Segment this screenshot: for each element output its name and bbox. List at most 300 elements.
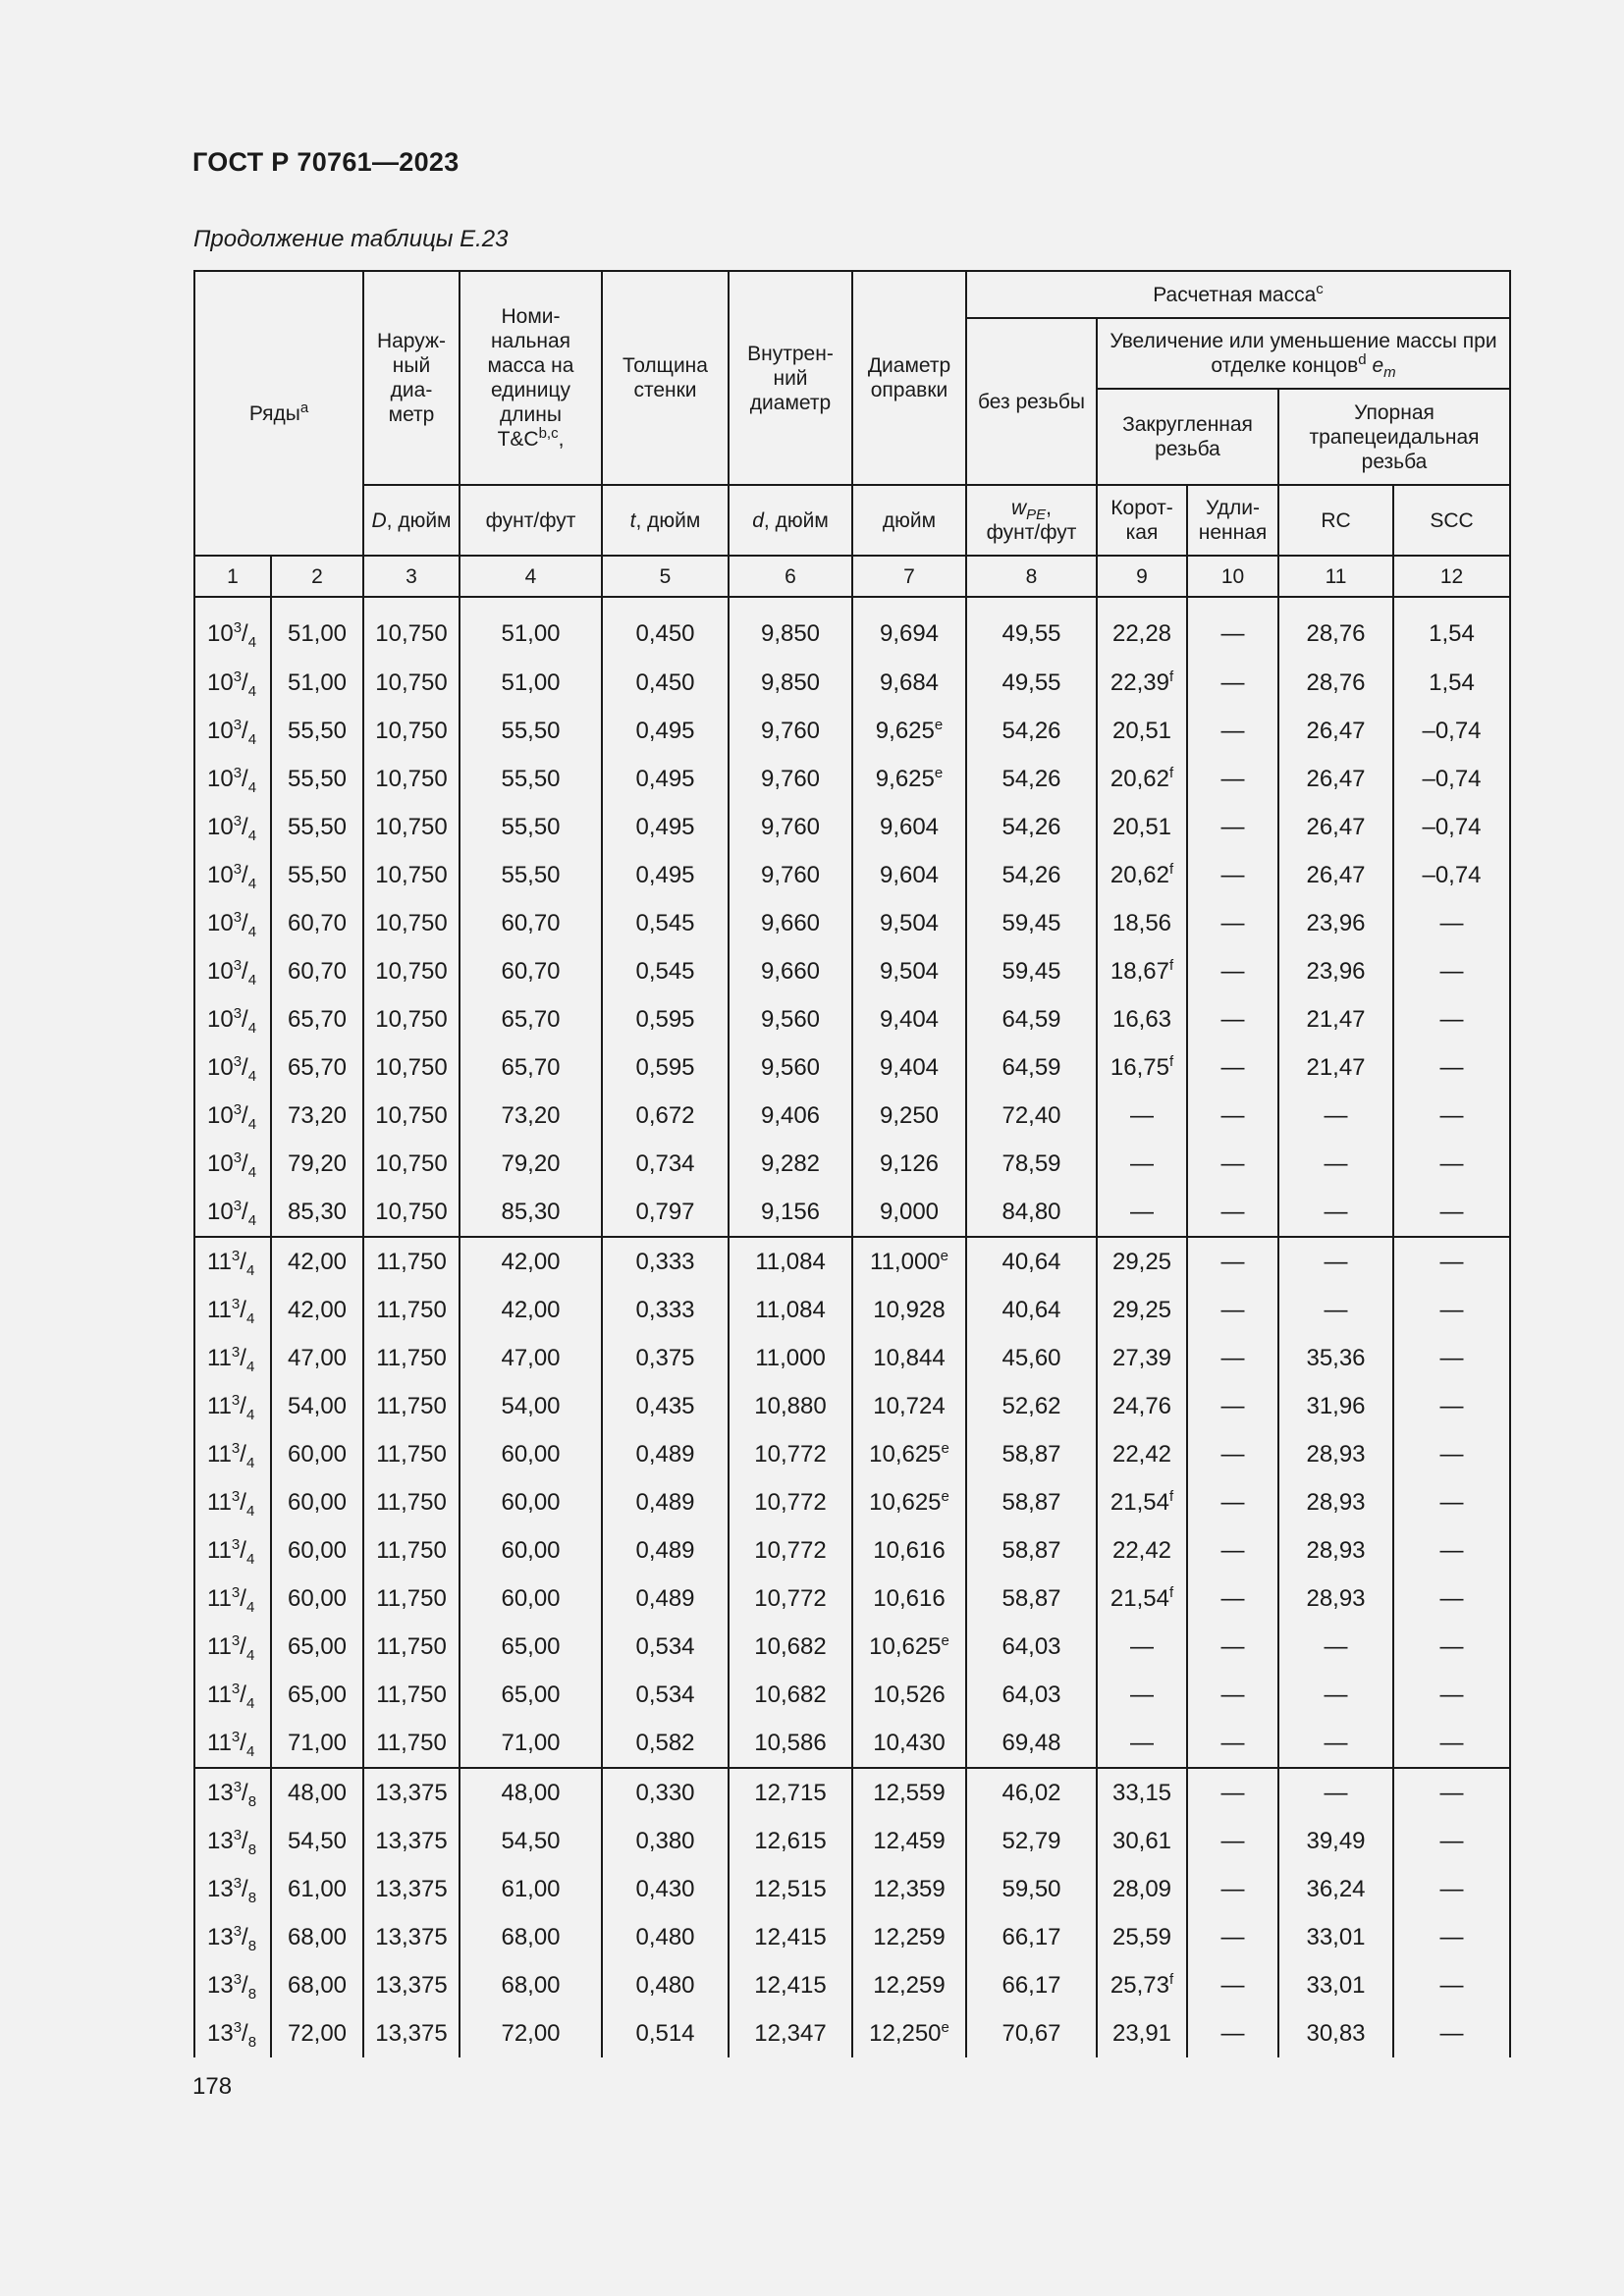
cell-col-10: — [1187,1478,1278,1526]
cell-col-7: 9,625e [852,755,966,803]
cell-col-11: 28,76 [1278,659,1393,707]
cell-col-8: 54,26 [966,803,1097,851]
table-row [194,1865,1510,1913]
cell-col-7: 10,616 [852,1526,966,1575]
cell-col-7: 12,250e [852,2009,966,2057]
unit-scc: SCC [1393,485,1510,556]
cell-col-11: 30,83 [1278,2009,1393,2057]
cell-col-10: — [1187,1913,1278,1961]
cell-col-2: 79,20 [271,1140,363,1188]
cell-col-4: 61,00 [460,1865,602,1913]
cell-col-3: 10,750 [363,947,460,995]
cell-col-8: 59,50 [966,1865,1097,1913]
row-series: $10^3/_4$ [194,947,271,995]
cell-col-7: 9,504 [852,947,966,995]
cell-col-2: 48,00 [271,1768,363,1817]
cell-col-3: 13,375 [363,1817,460,1865]
cell-col-6: 12,515 [729,1865,852,1913]
cell-col-12: — [1393,1575,1510,1623]
footnote-mark: f [1168,764,1174,781]
row-series: $10^3/_4$ [194,1140,271,1188]
cell-col-4: 71,00 [460,1719,602,1768]
cell-col-10: — [1187,1430,1278,1478]
cell-col-6: 12,615 [729,1817,852,1865]
cell-col-7: 9,684 [852,659,966,707]
row-series: $10^3/_4$ [194,899,271,947]
cell-col-3: 10,750 [363,803,460,851]
cell-col-6: 9,760 [729,707,852,755]
cell-col-7: 10,625e [852,1430,966,1478]
cell-col-3: 11,750 [363,1719,460,1768]
cell-col-11: 33,01 [1278,1961,1393,2009]
cell-col-4: 65,00 [460,1623,602,1671]
cell-col-3: 10,750 [363,707,460,755]
cell-col-12: — [1393,1719,1510,1768]
cell-col-5: 0,534 [602,1671,729,1719]
cell-col-5: 0,489 [602,1478,729,1526]
cell-col-6: 10,772 [729,1575,852,1623]
pipe-mass-table [193,270,1511,2057]
cell-col-12: — [1393,995,1510,1043]
row-series: $13^3/_8$ [194,2009,271,2057]
cell-col-3: 10,750 [363,995,460,1043]
cell-col-5: 0,495 [602,755,729,803]
cell-col-2: 65,00 [271,1671,363,1719]
cell-col-10: — [1187,1237,1278,1286]
cell-col-9: 16,63 [1097,995,1187,1043]
cell-col-12: — [1393,1526,1510,1575]
cell-col-10: — [1187,1286,1278,1334]
cell-col-4: 85,30 [460,1188,602,1237]
row-series: $10^3/_4$ [194,597,271,659]
table-row [194,1140,1510,1188]
cell-col-9: — [1097,1188,1187,1237]
cell-col-5: 0,450 [602,659,729,707]
header-nominal-mass: Номи-нальная масса на единицу длины $T\&C^{b,c}$, [460,271,602,485]
cell-col-11: — [1278,1671,1393,1719]
cell-col-9: — [1097,1140,1187,1188]
cell-col-8: 64,03 [966,1623,1097,1671]
cell-col-2: 55,50 [271,803,363,851]
cell-col-11: 28,76 [1278,597,1393,659]
cell-col-12: — [1393,947,1510,995]
row-series: $11^3/_4$ [194,1382,271,1430]
row-series: $10^3/_4$ [194,1188,271,1237]
cell-col-10: — [1187,1188,1278,1237]
cell-col-6: 10,682 [729,1623,852,1671]
cell-col-9: 30,61 [1097,1817,1187,1865]
cell-col-9: 20,51 [1097,803,1187,851]
cell-col-9: 22,42 [1097,1526,1187,1575]
cell-col-2: 42,00 [271,1286,363,1334]
cell-col-11: 21,47 [1278,995,1393,1043]
cell-col-10: — [1187,1865,1278,1913]
cell-col-8: 45,60 [966,1334,1097,1382]
cell-col-8: 64,59 [966,1043,1097,1092]
cell-col-9: 33,15 [1097,1768,1187,1817]
cell-col-12: –0,74 [1393,851,1510,899]
table-row [194,707,1510,755]
cell-col-2: 72,00 [271,2009,363,2057]
cell-col-6: 12,347 [729,2009,852,2057]
row-series: $11^3/_4$ [194,1526,271,1575]
cell-col-8: 49,55 [966,597,1097,659]
row-series: $13^3/_8$ [194,1817,271,1865]
cell-col-3: 10,750 [363,1092,460,1140]
cell-col-7: 9,625e [852,707,966,755]
cell-col-11: 39,49 [1278,1817,1393,1865]
footnote-mark: e [934,764,944,781]
cell-col-9: 20,51 [1097,707,1187,755]
cell-col-4: 42,00 [460,1286,602,1334]
cell-col-12: — [1393,1768,1510,1817]
cell-col-3: 11,750 [363,1623,460,1671]
cell-col-5: 0,734 [602,1140,729,1188]
cell-col-6: 9,660 [729,899,852,947]
cell-col-5: 0,375 [602,1334,729,1382]
table-caption: Продолжение таблицы Е.23 [193,226,509,252]
cell-col-9: 21,54$^f$ [1097,1575,1187,1623]
cell-col-5: 0,450 [602,597,729,659]
row-series: $11^3/_4$ [194,1334,271,1382]
header-drift-diameter: Диаметр оправки [852,271,966,485]
cell-col-3: 11,750 [363,1334,460,1382]
cell-col-11: 33,01 [1278,1913,1393,1961]
row-series: $13^3/_8$ [194,1961,271,2009]
cell-col-9: — [1097,1719,1187,1768]
cell-col-12: — [1393,1961,1510,2009]
cell-col-7: 10,616 [852,1575,966,1623]
column-number: 2 [271,556,363,597]
cell-col-4: 54,50 [460,1817,602,1865]
row-series: $10^3/_4$ [194,803,271,851]
cell-col-4: 60,70 [460,947,602,995]
cell-col-10: — [1187,1817,1278,1865]
cell-col-5: 0,595 [602,1043,729,1092]
header-calculated-mass: Расчетная масса$^c$ [966,271,1510,318]
cell-col-4: 73,20 [460,1092,602,1140]
cell-col-6: 12,415 [729,1961,852,2009]
column-number: 6 [729,556,852,597]
cell-col-7: 12,559 [852,1768,966,1817]
cell-col-9: — [1097,1671,1187,1719]
cell-col-12: –0,74 [1393,803,1510,851]
cell-col-7: 9,126 [852,1140,966,1188]
cell-col-11: 23,96 [1278,947,1393,995]
cell-col-7: 9,604 [852,803,966,851]
cell-col-8: 70,67 [966,2009,1097,2057]
cell-col-4: 60,00 [460,1430,602,1478]
cell-col-5: 0,582 [602,1719,729,1768]
cell-col-2: 71,00 [271,1719,363,1768]
cell-col-8: 59,45 [966,899,1097,947]
cell-col-10: — [1187,1719,1278,1768]
footnote-mark: f [1168,667,1174,685]
table-row [194,1671,1510,1719]
cell-col-11: — [1278,1188,1393,1237]
column-number: 9 [1097,556,1187,597]
cell-col-2: 55,50 [271,707,363,755]
cell-col-2: 60,00 [271,1430,363,1478]
column-number: 7 [852,556,966,597]
cell-col-7: 10,844 [852,1334,966,1382]
cell-col-9: 25,59 [1097,1913,1187,1961]
row-series: $10^3/_4$ [194,851,271,899]
header-wall-thickness: Толщина стенки [602,271,729,485]
table-row [194,1575,1510,1623]
cell-col-8: 72,40 [966,1092,1097,1140]
cell-col-7: 10,625e [852,1623,966,1671]
row-series: $11^3/_4$ [194,1430,271,1478]
table-row [194,1286,1510,1334]
header-end-finish-mass-gain: Увеличение или уменьшение массы при отделке концов$^d$ $e_m$ [1097,318,1510,389]
cell-col-6: 10,772 [729,1430,852,1478]
unit-w-pe: $w_{PE}$, фунт/фут [966,485,1097,556]
table-row [194,851,1510,899]
cell-col-12: — [1393,1478,1510,1526]
cell-col-5: 0,495 [602,707,729,755]
header-ryady: Ряды$^a$ [194,271,363,556]
cell-col-10: — [1187,659,1278,707]
cell-col-2: 60,00 [271,1478,363,1526]
cell-col-9: 21,54$^f$ [1097,1478,1187,1526]
cell-col-5: 0,545 [602,899,729,947]
cell-col-11: 31,96 [1278,1382,1393,1430]
cell-col-12: — [1393,2009,1510,2057]
cell-col-7: 10,625e [852,1478,966,1526]
cell-col-5: 0,430 [602,1865,729,1913]
cell-col-9: 29,25 [1097,1237,1187,1286]
cell-col-8: 52,62 [966,1382,1097,1430]
footnote-mark: e [941,2018,949,2036]
cell-col-3: 13,375 [363,2009,460,2057]
footnote-mark: f [1168,860,1174,878]
unit-d: d, дюйм [729,485,852,556]
cell-col-9: 18,67$^f$ [1097,947,1187,995]
row-series: $10^3/_4$ [194,1092,271,1140]
table-row [194,1961,1510,2009]
cell-col-5: 0,480 [602,1913,729,1961]
unit-inch: дюйм [852,485,966,556]
cell-col-11: — [1278,1237,1393,1286]
row-series: $10^3/_4$ [194,755,271,803]
table-row [194,1430,1510,1478]
table-row [194,1768,1510,1817]
cell-col-9: 20,62$^f$ [1097,851,1187,899]
column-number: 3 [363,556,460,597]
cell-col-10: — [1187,899,1278,947]
cell-col-3: 11,750 [363,1286,460,1334]
cell-col-8: 49,55 [966,659,1097,707]
cell-col-6: 9,760 [729,755,852,803]
row-series: $11^3/_4$ [194,1719,271,1768]
cell-col-5: 0,333 [602,1237,729,1286]
cell-col-12: — [1393,1140,1510,1188]
cell-col-4: 51,00 [460,597,602,659]
row-series: $10^3/_4$ [194,995,271,1043]
cell-col-7: 12,259 [852,1913,966,1961]
cell-col-8: 78,59 [966,1140,1097,1188]
footnote-mark: f [1168,1970,1174,1988]
cell-col-4: 65,70 [460,995,602,1043]
table-row [194,1188,1510,1237]
cell-col-7: 12,459 [852,1817,966,1865]
cell-col-10: — [1187,1043,1278,1092]
row-series: $10^3/_4$ [194,707,271,755]
cell-col-7: 10,724 [852,1382,966,1430]
cell-col-2: 60,70 [271,899,363,947]
cell-col-5: 0,333 [602,1286,729,1334]
cell-col-12: — [1393,1382,1510,1430]
cell-col-11: 23,96 [1278,899,1393,947]
cell-col-10: — [1187,1092,1278,1140]
cell-col-2: 60,00 [271,1575,363,1623]
cell-col-7: 9,504 [852,899,966,947]
column-number: 12 [1393,556,1510,597]
cell-col-11: 26,47 [1278,707,1393,755]
cell-col-11: 28,93 [1278,1526,1393,1575]
cell-col-9: 29,25 [1097,1286,1187,1334]
cell-col-11: — [1278,1623,1393,1671]
cell-col-5: 0,480 [602,1961,729,2009]
cell-col-10: — [1187,1334,1278,1382]
cell-col-8: 66,17 [966,1913,1097,1961]
unit-short: Корот-кая [1097,485,1187,556]
cell-col-9: 25,73$^f$ [1097,1961,1187,2009]
cell-col-10: — [1187,597,1278,659]
cell-col-6: 10,772 [729,1478,852,1526]
cell-col-5: 0,514 [602,2009,729,2057]
cell-col-10: — [1187,1671,1278,1719]
column-number: 8 [966,556,1097,597]
row-series: $13^3/_8$ [194,1768,271,1817]
row-series: $13^3/_8$ [194,1865,271,1913]
cell-col-2: 65,00 [271,1623,363,1671]
cell-col-6: 9,760 [729,803,852,851]
cell-col-8: 69,48 [966,1719,1097,1768]
cell-col-4: 48,00 [460,1768,602,1817]
cell-col-6: 11,000 [729,1334,852,1382]
table-row [194,597,1510,659]
cell-col-12: — [1393,1334,1510,1382]
cell-col-5: 0,534 [602,1623,729,1671]
row-series: $11^3/_4$ [194,1671,271,1719]
table-row [194,2009,1510,2057]
row-series: $11^3/_4$ [194,1623,271,1671]
cell-col-7: 10,928 [852,1286,966,1334]
cell-col-8: 58,87 [966,1575,1097,1623]
cell-col-2: 65,70 [271,1043,363,1092]
cell-col-2: 73,20 [271,1092,363,1140]
cell-col-10: — [1187,755,1278,803]
cell-col-5: 0,495 [602,851,729,899]
cell-col-4: 68,00 [460,1961,602,2009]
table-row [194,995,1510,1043]
unit-long: Удли-ненная [1187,485,1278,556]
cell-col-11: 26,47 [1278,851,1393,899]
row-series: $11^3/_4$ [194,1478,271,1526]
cell-col-12: 1,54 [1393,597,1510,659]
cell-col-2: 65,70 [271,995,363,1043]
cell-col-8: 54,26 [966,707,1097,755]
cell-col-9: 20,62$^f$ [1097,755,1187,803]
cell-col-10: — [1187,803,1278,851]
cell-col-12: — [1393,1671,1510,1719]
cell-col-6: 11,084 [729,1237,852,1286]
table-row [194,1526,1510,1575]
cell-col-4: 51,00 [460,659,602,707]
cell-col-5: 0,489 [602,1526,729,1575]
cell-col-5: 0,489 [602,1430,729,1478]
cell-col-7: 9,000 [852,1188,966,1237]
cell-col-3: 13,375 [363,1865,460,1913]
cell-col-5: 0,545 [602,947,729,995]
table-row [194,803,1510,851]
footnote-mark: f [1168,956,1174,974]
cell-col-3: 11,750 [363,1671,460,1719]
column-number: 11 [1278,556,1393,597]
cell-col-2: 54,50 [271,1817,363,1865]
cell-col-7: 10,526 [852,1671,966,1719]
footnote-mark: e [941,1487,949,1505]
cell-col-12: –0,74 [1393,755,1510,803]
cell-col-12: — [1393,1430,1510,1478]
cell-col-7: 12,359 [852,1865,966,1913]
cell-col-6: 12,715 [729,1768,852,1817]
cell-col-7: 9,694 [852,597,966,659]
cell-col-12: — [1393,1237,1510,1286]
cell-col-7: 9,250 [852,1092,966,1140]
cell-col-12: — [1393,1092,1510,1140]
document-title: ГОСТ Р 70761—2023 [192,147,460,177]
cell-col-3: 10,750 [363,1188,460,1237]
footnote-mark: f [1168,1487,1174,1505]
table-row [194,1043,1510,1092]
cell-col-11: — [1278,1140,1393,1188]
cell-col-3: 10,750 [363,597,460,659]
cell-col-5: 0,489 [602,1575,729,1623]
cell-col-6: 9,660 [729,947,852,995]
cell-col-4: 55,50 [460,707,602,755]
column-number: 4 [460,556,602,597]
cell-col-6: 9,850 [729,597,852,659]
cell-col-11: — [1278,1768,1393,1817]
cell-col-4: 55,50 [460,755,602,803]
cell-col-11: 28,93 [1278,1430,1393,1478]
table-row [194,947,1510,995]
cell-col-4: 79,20 [460,1140,602,1188]
cell-col-3: 11,750 [363,1526,460,1575]
cell-col-2: 68,00 [271,1961,363,2009]
cell-col-11: 28,93 [1278,1575,1393,1623]
cell-col-12: — [1393,1188,1510,1237]
cell-col-4: 60,00 [460,1478,602,1526]
cell-col-9: 23,91 [1097,2009,1187,2057]
cell-col-10: — [1187,1768,1278,1817]
table-row [194,1817,1510,1865]
cell-col-2: 68,00 [271,1913,363,1961]
header-round-thread: Закругленная резьба [1097,389,1278,485]
cell-col-3: 10,750 [363,851,460,899]
cell-col-6: 10,772 [729,1526,852,1575]
cell-col-3: 10,750 [363,899,460,947]
cell-col-9: 27,39 [1097,1334,1187,1382]
cell-col-10: — [1187,1623,1278,1671]
cell-col-4: 47,00 [460,1334,602,1382]
column-number: 1 [194,556,271,597]
cell-col-6: 9,282 [729,1140,852,1188]
cell-col-8: 52,79 [966,1817,1097,1865]
